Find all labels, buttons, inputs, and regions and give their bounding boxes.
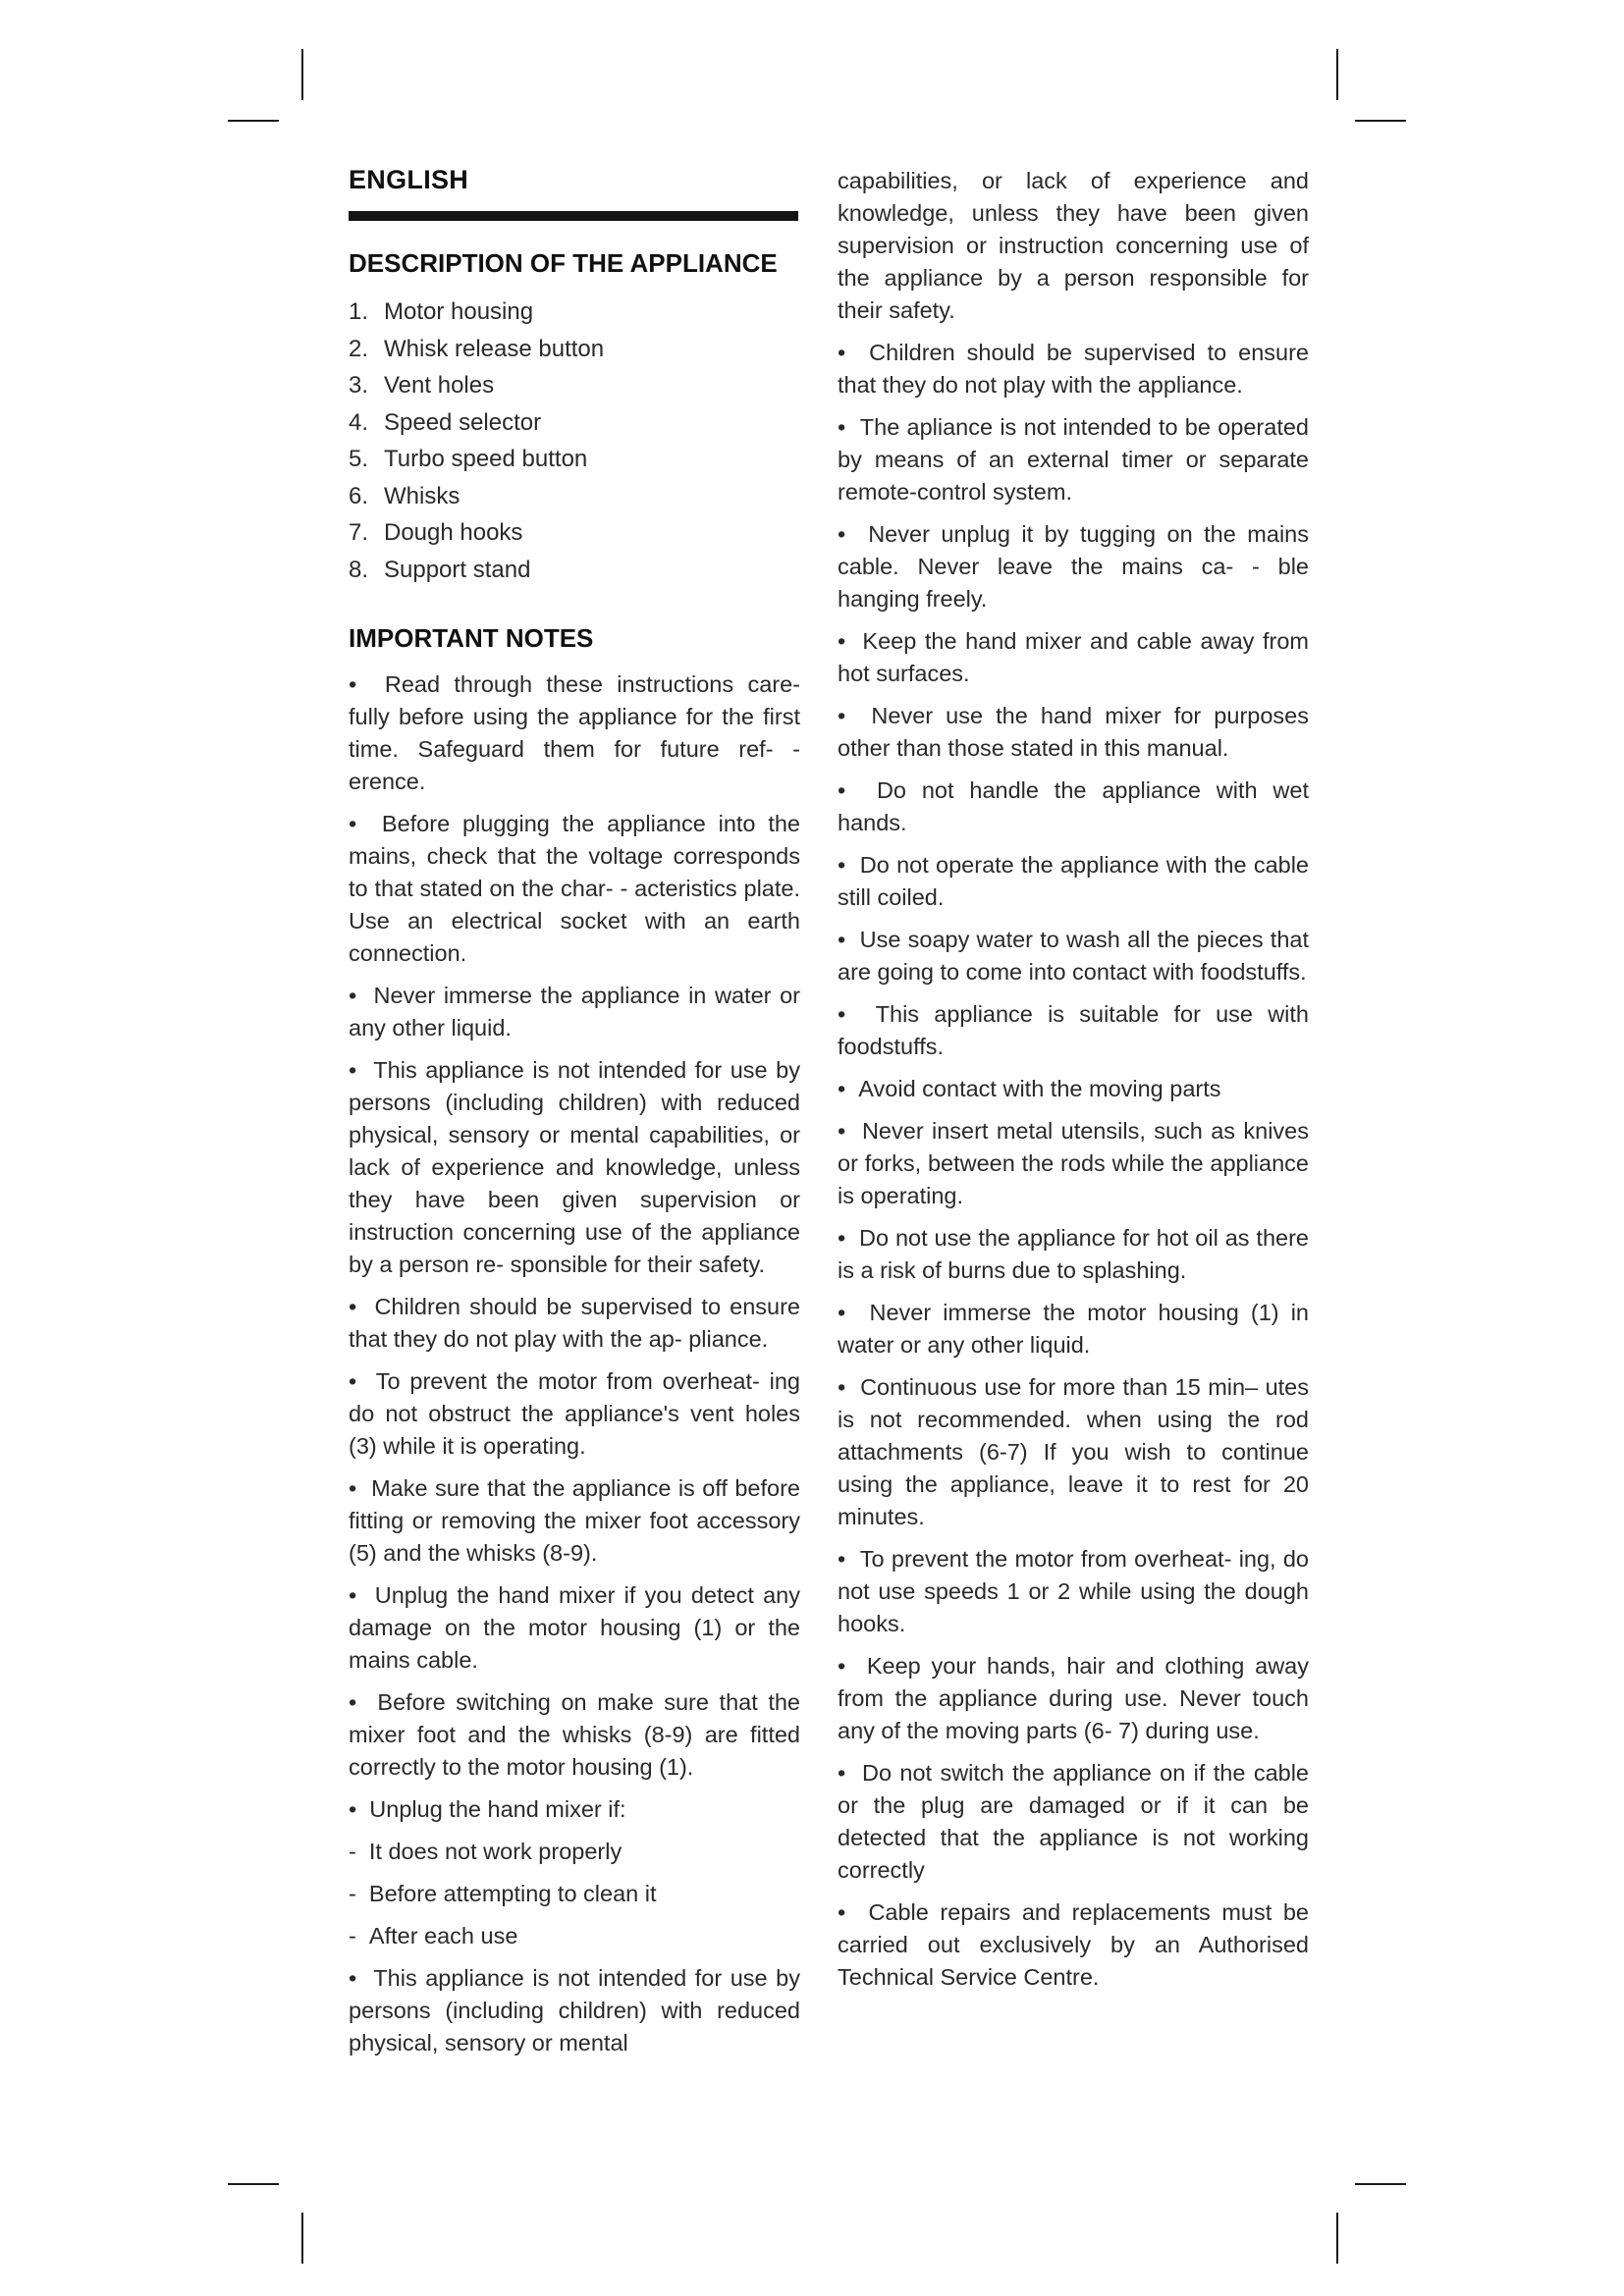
crop-mark-bottom-right-vertical (1336, 2213, 1338, 2264)
note-paragraph: • To prevent the motor from overheat- ing, do not use speeds 1 or 2 while using the dough hooks. (838, 1543, 1309, 1640)
parts-list-item: 5. Turbo speed button (349, 446, 588, 472)
parts-list-item: 2. Whisk release button (349, 335, 605, 362)
note-paragraph: • Do not handle the appliance with wet hands. (838, 774, 1309, 839)
note-paragraph: • This appliance is suitable for use with foodstuffs. (838, 998, 1309, 1063)
note-paragraph: • Keep the hand mixer and cable away from hot surfaces. (838, 625, 1309, 690)
note-paragraph: • Do not operate the appliance with the cable still coiled. (838, 849, 1309, 914)
crop-mark-bottom-right-horizontal (1355, 2183, 1406, 2185)
language-title-rule (349, 211, 798, 221)
note-paragraph: • Before switching on make sure that the mixer foot and the whisks (8-9) are fitted correctly to the motor housing (1). (349, 1686, 800, 1784)
unplug-condition: - After each use (349, 1920, 800, 1952)
important-notes-heading: IMPORTANT NOTES (349, 623, 594, 653)
continued-paragraph: capabilities, or lack of experience and knowledge, unless they have been given supervision or instruction concerning use of the appliance by a person responsible for their safety. (838, 168, 1309, 323)
note-paragraph: • Children should be supervised to ensure that they do not play with the ap- pliance. (349, 1291, 800, 1356)
note-paragraph: • This appliance is not intended for use by persons (including children) with reduced physical, sensory or mental (349, 1962, 800, 2059)
note-paragraph: • The apliance is not intended to be operated by means of an external timer or separate remote-control system. (838, 411, 1309, 508)
parts-list-item: 4. Speed selector (349, 408, 542, 436)
crop-mark-top-left-horizontal (228, 120, 279, 122)
note-paragraph: • Cable repairs and replacements must be carried out exclusively by an Authorised Technical Service Centre. (838, 1896, 1309, 1994)
parts-list-item: 8. Support stand (349, 556, 531, 583)
parts-list-item: 1. Motor housing (349, 298, 534, 325)
note-paragraph: • Do not use the appliance for hot oil as there is a risk of burns due to splashing. (838, 1222, 1309, 1287)
parts-list-item: 3. Vent holes (349, 372, 495, 399)
note-paragraph: • Continuous use for more than 15 min– utes is not recommended. when using the rod attachments (6-7) If you wish to continue using the appliance, leave it to rest for 20 minutes. (838, 1371, 1309, 1533)
crop-mark-top-right-horizontal (1355, 120, 1406, 122)
note-paragraph: • This appliance is not intended for use by persons (including children) with reduced physical, sensory or mental capabilities, or lack of experience and knowledge, unless they have been given supervision or instruction concerning use of the appliance by a person re- sponsible for their safety. (349, 1054, 800, 1281)
note-paragraph: • Never use the hand mixer for purposes other than those stated in this manual. (838, 700, 1309, 765)
unplug-condition: - It does not work properly (349, 1836, 800, 1868)
note-paragraph: • Never insert metal utensils, such as knives or forks, between the rods while the appliance is operating. (838, 1115, 1309, 1212)
parts-list-item: 7. Dough hooks (349, 519, 523, 546)
parts-list-item: 6. Whisks (349, 482, 460, 509)
left-column (349, 165, 800, 2069)
note-paragraph: • To prevent the motor from overheat- ing do not obstruct the appliance's vent holes (3) while it is operating. (349, 1365, 800, 1463)
crop-mark-bottom-left-horizontal (228, 2183, 279, 2185)
note-paragraph: • Use soapy water to wash all the pieces that are going to come into contact with foodstuffs. (838, 924, 1309, 988)
crop-mark-top-left-vertical (301, 49, 303, 100)
note-paragraph: • Make sure that the appliance is off before fitting or removing the mixer foot accessory (5) and the whisks (8-9). (349, 1472, 800, 1570)
parts-list (349, 294, 800, 588)
crop-mark-bottom-left-vertical (301, 2213, 303, 2264)
note-paragraph: • Never immerse the appliance in water or any other liquid. (349, 980, 800, 1044)
note-paragraph: • Do not switch the appliance on if the cable or the plug are damaged or if it can be detected that the appliance is not working correctly (838, 1757, 1309, 1887)
note-paragraph: • Read through these instructions care- fully before using the appliance for the first time. Safeguard them for future ref- - erence. (349, 668, 800, 798)
note-paragraph: • Keep your hands, hair and clothing away from the appliance during use. Never touch any of the moving parts (6- 7) during use. (838, 1650, 1309, 1747)
note-paragraph: • Unplug the hand mixer if you detect any damage on the motor housing (1) or the mains cable. (349, 1579, 800, 1677)
description-heading: DESCRIPTION OF THE APPLIANCE (349, 248, 778, 278)
note-paragraph: • Before plugging the appliance into the mains, check that the voltage corresponds to that stated on the char- - acteristics plate. Use an electrical socket with an earth connection. (349, 808, 800, 970)
note-paragraph: • Never immerse the motor housing (1) in water or any other liquid. (838, 1297, 1309, 1362)
language-title: ENGLISH (349, 165, 469, 194)
right-column (838, 165, 1309, 2003)
note-paragraph: • Children should be supervised to ensure that they do not play with the appliance. (838, 337, 1309, 401)
note-paragraph: • Avoid contact with the moving parts (838, 1073, 1309, 1105)
crop-mark-top-right-vertical (1336, 49, 1338, 100)
unplug-condition: - Before attempting to clean it (349, 1878, 800, 1910)
note-paragraph: • Never unplug it by tugging on the mains cable. Never leave the mains ca- - ble hanging freely. (838, 518, 1309, 615)
note-paragraph: • Unplug the hand mixer if: (349, 1793, 800, 1826)
